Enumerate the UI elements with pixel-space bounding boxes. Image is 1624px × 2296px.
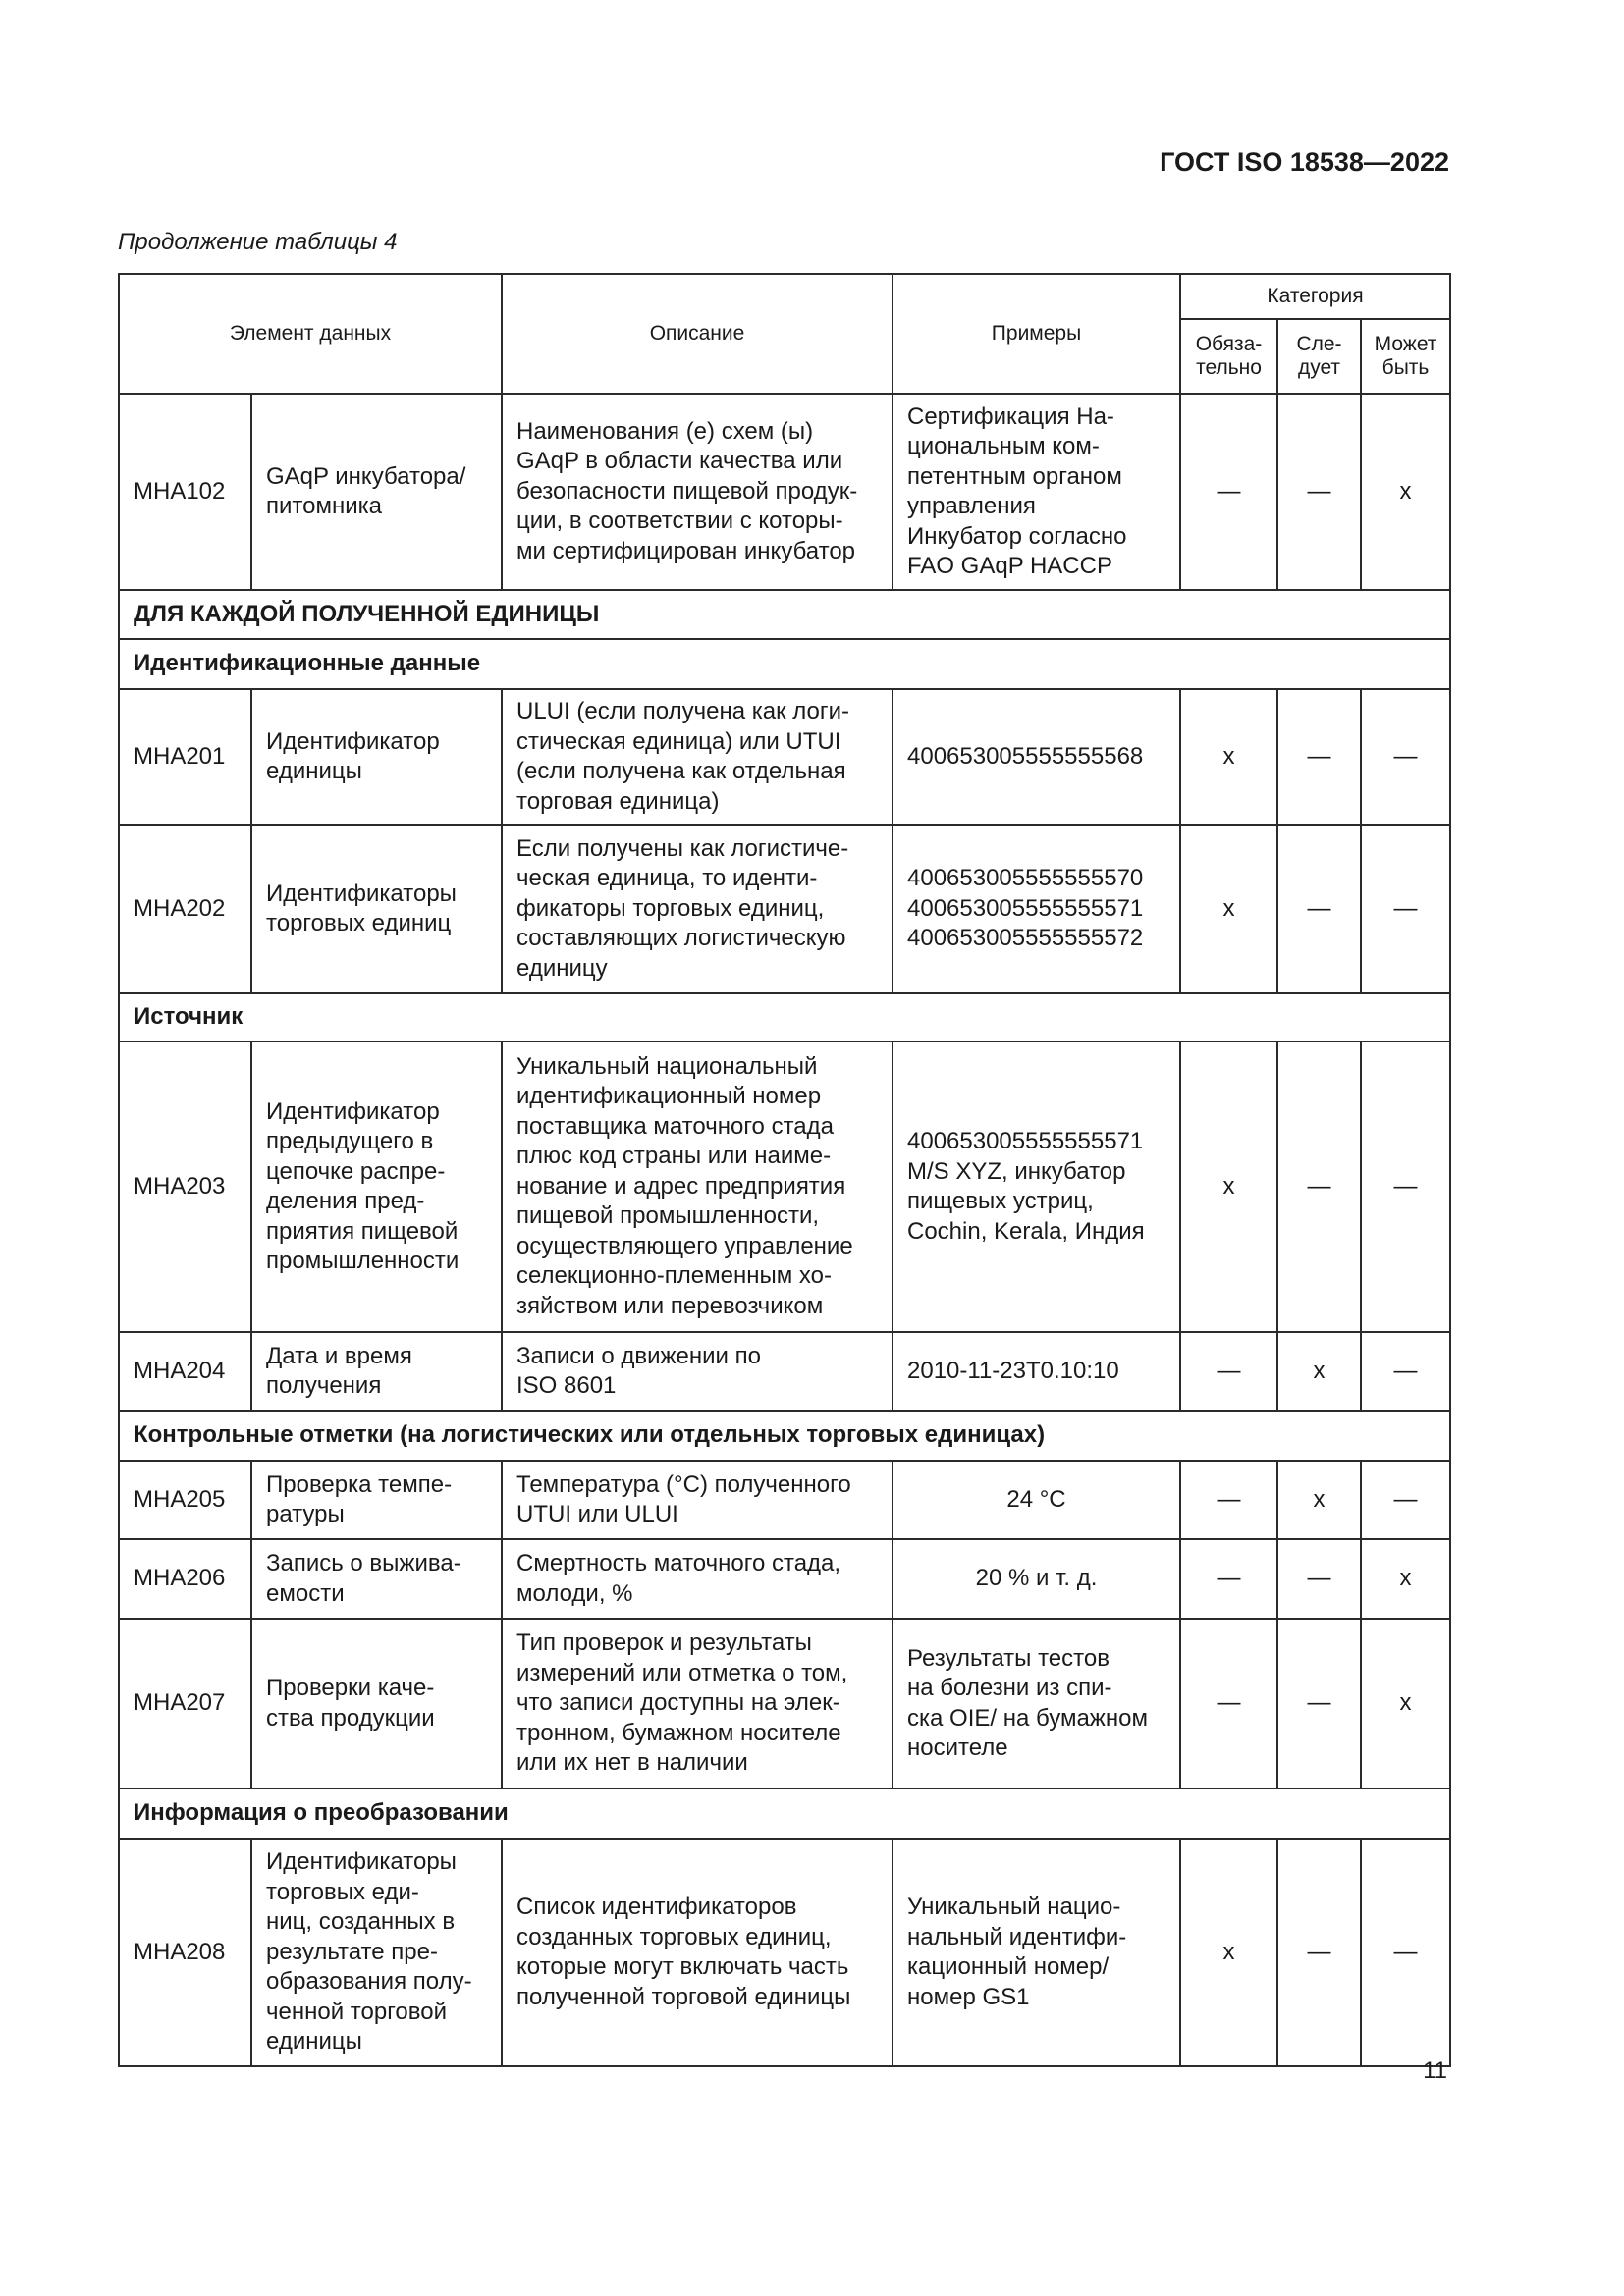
section-row [119,639,1450,689]
element-examples: 20 % и т. д. [893,1539,1180,1619]
category-should: — [1277,394,1361,590]
element-code: MHA102 [119,394,251,590]
category-should: — [1277,1839,1361,2066]
element-examples: Уникальный нацио- нальный идентифи- кационный номер/ номер GS1 [893,1839,1180,2066]
table-row [119,689,1450,825]
element-examples: 2010-11-23T0.10:10 [893,1332,1180,1411]
element-description: Температура (°C) полученного UTUI или ULUI [502,1461,893,1539]
category-may: — [1361,1839,1450,2066]
category-should: — [1277,1539,1361,1619]
header-description: Описание [502,274,893,394]
category-mandatory: x [1180,825,1277,993]
element-name: Идентификатор единицы [251,689,502,825]
section-row [119,993,1450,1041]
element-description: Тип проверок и результаты измерений или отметка о том, что записи доступны на элек- тронном, бумажном носителе или их нет в наличии [502,1619,893,1789]
table-row [119,1839,1450,2066]
section-title: Контрольные отметки (на логистических или отдельных торговых единицах) [119,1411,1450,1461]
category-mandatory: — [1180,1619,1277,1789]
element-examples: 400653005555555568 [893,689,1180,825]
category-should: — [1277,689,1361,825]
category-should: — [1277,825,1361,993]
section-title: Источник [119,993,1450,1041]
table-row [119,1539,1450,1619]
table-caption: Продолжение таблицы 4 [118,229,398,255]
header-mandatory: Обяза- тельно [1180,319,1277,394]
element-name: Идентификаторы торговых единиц [251,825,502,993]
standard-code: ГОСТ ISO 18538—2022 [1160,147,1449,177]
element-examples: Сертификация На- циональным ком- петентным органом управления Инкубатор согласно FAO GAqP HACCP [893,394,1180,590]
page-number: 11 [1423,2057,1447,2084]
table-row [119,1041,1450,1332]
category-mandatory: x [1180,1839,1277,2066]
element-examples: 24 °C [893,1461,1180,1539]
category-should: x [1277,1461,1361,1539]
element-examples: 400653005555555571 M/S XYZ, инкубатор пищевых устриц, Cochin, Kerala, Индия [893,1041,1180,1332]
element-description: Список идентификаторов созданных торговых единиц, которые могут включать часть полученной торговой единицы [502,1839,893,2066]
section-row [119,1789,1450,1839]
category-may: x [1361,1619,1450,1789]
header-category: Категория [1180,274,1450,319]
table-row [119,1619,1450,1789]
element-examples: Результаты тестов на болезни из спи- ска OIE/ на бумажном носителе [893,1619,1180,1789]
element-name: Проверки каче- ства продукции [251,1619,502,1789]
element-description: ULUI (если получена как логи- стическая единица) или UTUI (если получена как отдельная торговая единица) [502,689,893,825]
category-may: — [1361,1041,1450,1332]
element-description: Наименования (е) схем (ы) GAqP в области качества или безопасности пищевой продук- ции, в соответствии с которы- ми сертифицирован инкубатор [502,394,893,590]
section-title: ДЛЯ КАЖДОЙ ПОЛУЧЕННОЙ ЕДИНИЦЫ [119,590,1450,639]
section-row [119,590,1450,639]
section-row [119,1411,1450,1461]
table-row [119,1461,1450,1539]
element-code: MHA208 [119,1839,251,2066]
category-should: — [1277,1041,1361,1332]
element-name: Проверка темпе- ратуры [251,1461,502,1539]
header-element: Элемент данных [119,274,502,394]
element-code: MHA202 [119,825,251,993]
element-code: MHA203 [119,1041,251,1332]
section-title: Информация о преобразовании [119,1789,1450,1839]
element-examples: 400653005555555570 400653005555555571 400653005555555572 [893,825,1180,993]
element-name: Запись о выжива- емости [251,1539,502,1619]
header-examples: Примеры [893,274,1180,394]
category-may: — [1361,825,1450,993]
category-should: x [1277,1332,1361,1411]
data-elements-table [118,273,1451,2067]
element-code: MHA206 [119,1539,251,1619]
category-mandatory: x [1180,1041,1277,1332]
element-description: Записи о движении по ISO 8601 [502,1332,893,1411]
header-should: Сле- дует [1277,319,1361,394]
category-may: x [1361,1539,1450,1619]
element-code: MHA205 [119,1461,251,1539]
category-may: x [1361,394,1450,590]
table-row [119,1332,1450,1411]
category-mandatory: — [1180,1461,1277,1539]
table-row [119,825,1450,993]
category-mandatory: — [1180,1539,1277,1619]
section-title: Идентификационные данные [119,639,1450,689]
category-should: — [1277,1619,1361,1789]
category-mandatory: x [1180,689,1277,825]
element-code: MHA201 [119,689,251,825]
element-description: Смертность маточного стада, молоди, % [502,1539,893,1619]
element-name: Идентификаторы торговых еди- ниц, созданных в результате пре- образования полу- ченной торговой единицы [251,1839,502,2066]
header-may: Может быть [1361,319,1450,394]
element-description: Если получены как логистиче- ческая единица, то иденти- фикаторы торговых единиц, составляющих логистическую единицу [502,825,893,993]
category-mandatory: — [1180,394,1277,590]
element-name: Идентификатор предыдущего в цепочке распре- деления пред- приятия пищевой промышленности [251,1041,502,1332]
category-mandatory: — [1180,1332,1277,1411]
category-may: — [1361,689,1450,825]
element-description: Уникальный национальный идентификационный номер поставщика маточного стада плюс код страны или наиме- нование и адрес предприятия пищевой промышленности, осуществляющего управление селекционно-племенным хо- зяйством или перевозчиком [502,1041,893,1332]
element-code: MHA207 [119,1619,251,1789]
element-name: Дата и время получения [251,1332,502,1411]
category-may: — [1361,1461,1450,1539]
category-may: — [1361,1332,1450,1411]
table-row [119,394,1450,590]
element-name: GAqP инкубатора/ питомника [251,394,502,590]
element-code: MHA204 [119,1332,251,1411]
